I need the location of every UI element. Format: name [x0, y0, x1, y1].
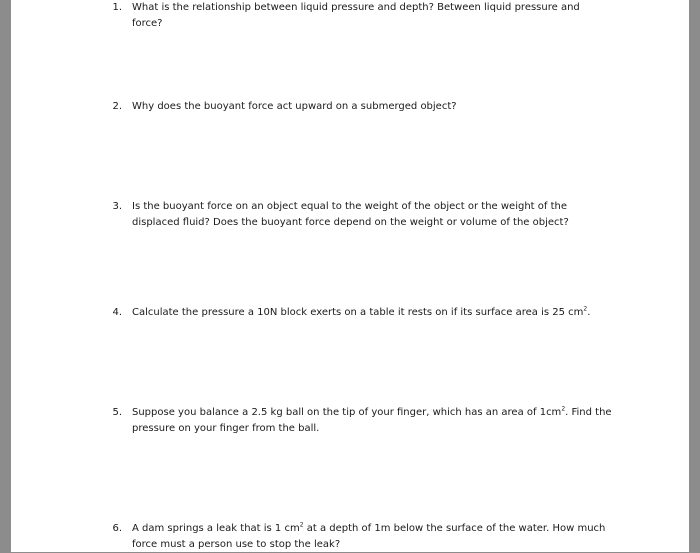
- question-text: Why does the buoyant force act upward on a submerged object?: [132, 101, 457, 112]
- question-2: [112, 99, 612, 115]
- question-text: Is the buoyant force on an object equal to the weight of the object or the weight of the displaced fluid? Does the buoyant force depend on the weight or volume of the object?: [132, 201, 569, 228]
- question-number: 3.: [112, 201, 122, 212]
- question-number: 5.: [112, 407, 122, 418]
- question-6: [112, 521, 612, 553]
- question-text-before: Calculate the pressure a 10N block exerts on a table it rests on if its surface area is 25 cm: [132, 307, 584, 318]
- question-text-after: .: [587, 307, 591, 318]
- superscript: 2: [561, 405, 566, 413]
- superscript: 2: [299, 521, 304, 529]
- question-number: 1.: [112, 2, 122, 13]
- question-3: [112, 199, 612, 231]
- question-number: 2.: [112, 101, 122, 112]
- question-5: [112, 405, 612, 437]
- question-1: [112, 0, 612, 32]
- question-text-after: at a depth of 1m below the surface of the water. How much force must a person use to stop the leak?: [132, 523, 606, 550]
- question-text-before: Suppose you balance a 2.5 kg ball on the tip of your finger, which has an area of 1cm: [132, 407, 562, 418]
- worksheet-page: [11, 0, 689, 552]
- question-text: [112, 521, 612, 553]
- superscript: 2: [583, 305, 588, 313]
- question-text: [112, 405, 612, 437]
- question-text: [112, 305, 612, 321]
- question-number: 6.: [112, 523, 122, 534]
- question-text: What is the relationship between liquid pressure and depth? Between liquid pressure and force?: [132, 2, 580, 29]
- question-text-after: . Find the pressure on your finger from the ball.: [132, 407, 612, 434]
- question-text-before: A dam springs a leak that is 1 cm: [132, 523, 300, 534]
- question-number: 4.: [112, 307, 122, 318]
- question-4: [112, 305, 612, 321]
